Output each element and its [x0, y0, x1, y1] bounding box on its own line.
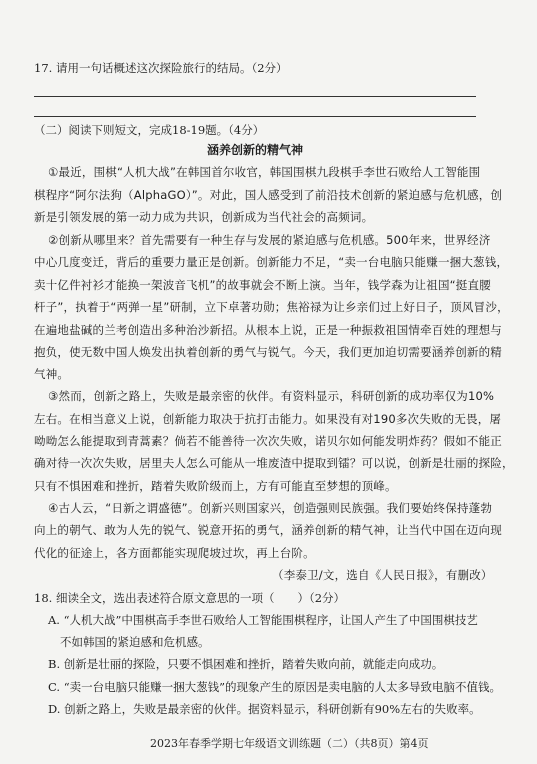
source-citation: （李泰卫/文，选自《人民日报》，有删改） — [272, 568, 493, 582]
paragraph-line: 代化的征途上，各方面都能实现爬坡过坎，再上台阶。 — [34, 546, 315, 560]
option-b: B. 创新是壮丽的探险，只要不惧困难和挫折，踏着失败向前，就能走向成功。 — [48, 657, 444, 671]
paragraph-line: 只有不惧困难和挫折，踏着失败阶级而上，方有可能直至梦想的顶峰。 — [34, 479, 397, 493]
answer-line-2 — [34, 116, 476, 117]
option-a-continued: 不如韩国的紧迫感和危机感。 — [60, 635, 210, 649]
paragraph-line: 确对待一次次失败，居里夫人怎么可能从一堆废渣中提取到镭？可以说，创新是壮丽的探险， — [34, 456, 514, 470]
paragraph-line: 气神。 — [34, 367, 70, 381]
paragraph-line: 新是引领发展的第一动力成为共识，创新成为当代社会的高频词。 — [34, 210, 374, 224]
paragraph-line: 在遍地盐碱的兰考创造出多种治沙新招。从根本上说，正是一种振救祖国情牵百姓的理想与 — [34, 323, 502, 337]
paragraph-line: ④古人云，“日新之谓盛德”。创新兴则国家兴，创造强则民族强。我们要始终保持蓬勃 — [48, 501, 493, 515]
paragraph-line: ①最近，围棋“人机大战”在韩国首尔收官，韩国围棋九段棋手李世石败给人工智能围 — [48, 165, 481, 179]
question-18: 18. 细读全文，选出表述符合原文意思的一项（ ）（2分） — [34, 591, 346, 605]
paragraph-line: ③然而，创新之路上，失败是最亲密的伙伴。有资料显示，科研创新的成功率仅为10% — [48, 389, 495, 403]
option-c: C. “卖一台电脑只能赚一捆大葱钱”的现象产生的原因是卖电脑的人太多导致电脑不值钱。 — [48, 680, 501, 694]
paragraph-line: 向上的朝气、敢为人先的锐气、锐意开拓的勇气，涵养创新的精气神，让当代中国在迈向现 — [34, 523, 502, 537]
paragraph-line: 中心几度变迁，背后的重要力量正是创新。创新能力不足，“卖一台电脑只能赚一捆大葱钱， — [34, 255, 509, 269]
paragraph-line: ②创新从哪里来？首先需要有一种生存与发展的紧迫感与危机感。500年来，世界经济 — [48, 233, 491, 247]
paragraph-line: 左右。在相当意义上说，创新能力取决于抗打击能力。如果没有对190多次失败的无畏，屠 — [34, 412, 502, 426]
question-17: 17. 请用一句话概述这次探险旅行的结局。（2分） — [34, 61, 288, 75]
option-d: D. 创新之路上，失败是最亲密的伙伴。据资料显示，科研创新有90%左右的失败率。 — [48, 702, 481, 716]
paragraph-line: 棋程序“阿尔法狗（AlphaGO）”。对此，国人感受到了前沿技术创新的紧迫感与危机感，创 — [34, 188, 503, 202]
paragraph-line: 呦呦怎么能提取到青蒿素？倘若不能善待一次次失败，诺贝尔如何能发明炸药？假如不能正 — [34, 434, 502, 448]
section-heading: （二）阅读下则短文，完成18-19题。（4分） — [34, 123, 265, 137]
option-a: A. “人机大战”中围棋高手李世石败给人工智能围棋程序，让国人产生了中国围棋技艺 — [48, 613, 478, 627]
paragraph-line: 杆子”，执着于“两弹一星”研制，立下卓著功勋；焦裕禄为让乡亲们过上好日子，顶风冒沙， — [34, 300, 509, 314]
page-footer: 2023年春季学期七年级语文训练题（二）（共8页）第4页 — [150, 737, 429, 750]
article-title: 涵养创新的精气神 — [207, 143, 304, 157]
paragraph-line: 卖十亿件衬衫才能换一架波音飞机”的故事就会不断上演。当年，钱学森为让祖国“挺直腰 — [34, 278, 491, 292]
answer-line-1 — [34, 96, 476, 97]
paragraph-line: 抱负，使无数中国人焕发出执着创新的勇气与锐气。今天，我们更加迫切需要涵养创新的精 — [34, 345, 502, 359]
